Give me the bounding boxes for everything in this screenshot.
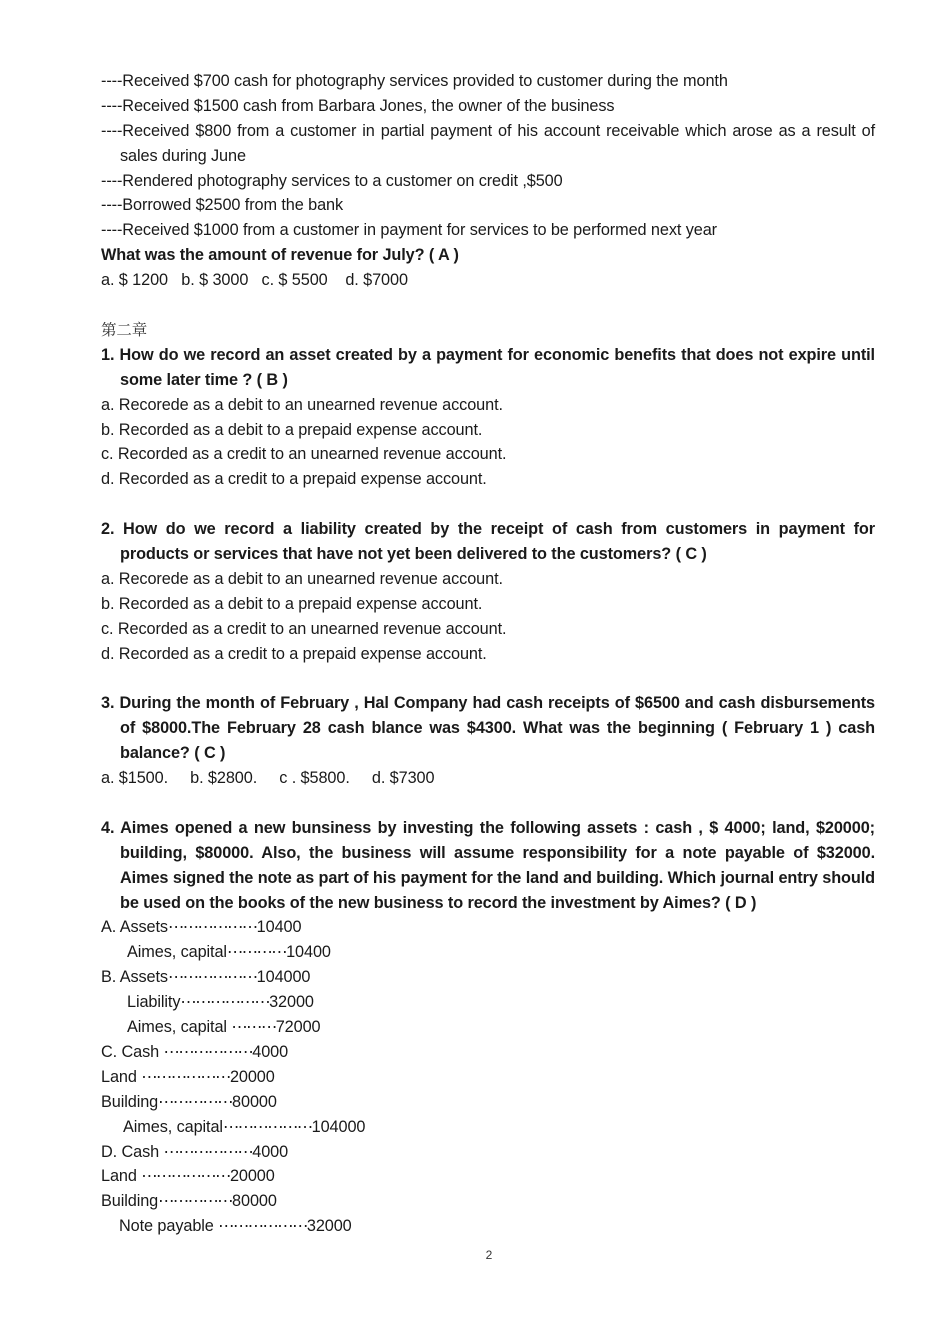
page-number: 2 xyxy=(485,1248,493,1262)
leader-dots: ⋯⋯⋯⋯⋯⋯ xyxy=(167,918,257,937)
intro-item: ----Rendered photography services to a customer on credit ,$500 xyxy=(101,171,563,190)
leader-dots: ⋯⋯⋯⋯ xyxy=(226,943,287,962)
question-1-option-a: a. Recorede as a debit to an unearned revenue account. xyxy=(101,395,503,414)
leader-dots: ⋯⋯⋯ xyxy=(231,1018,276,1037)
account-name: Note payable xyxy=(119,1217,219,1236)
amount: 104000 xyxy=(256,968,311,987)
journal-entry-line xyxy=(101,1115,875,1140)
account-name: Aimes, capital xyxy=(123,1117,223,1136)
amount: 32000 xyxy=(269,993,314,1012)
question-2-option-c: c. Recorded as a credit to an unearned revenue account. xyxy=(101,619,507,638)
leader-dots: ⋯⋯⋯⋯⋯⋯ xyxy=(167,968,257,987)
question-3-options: a. $1500. b. $2800. c . $5800. d. $7300 xyxy=(101,769,435,788)
amount: 80000 xyxy=(232,1092,277,1111)
leader-dots: ⋯⋯⋯⋯⋯⋯ xyxy=(222,1117,312,1136)
leader-dots: ⋯⋯⋯⋯⋯ xyxy=(158,1092,233,1111)
journal-entry-line xyxy=(101,990,875,1015)
leader-dots: ⋯⋯⋯⋯⋯ xyxy=(158,1192,233,1211)
intro-item: ----Borrowed $2500 from the bank xyxy=(101,196,344,215)
question-1-option-c: c. Recorded as a credit to an unearned revenue account. xyxy=(101,445,507,464)
account-name: B. Assets xyxy=(101,968,168,987)
chapter-title: 第二章 xyxy=(101,320,148,339)
account-name: Building xyxy=(101,1092,159,1111)
account-name: C. Cash xyxy=(101,1042,164,1061)
amount: 4000 xyxy=(252,1142,289,1161)
amount: 10400 xyxy=(256,918,302,937)
amount: 10400 xyxy=(286,943,331,962)
question-3: 3. During the month of February , Hal Company had cash receipts of $6500 and cash disbursements of $8000.The February 28 cash blance was $4300. What was the beginning ( February 1 ) cash balance? ( C ) xyxy=(101,694,875,763)
account-name: Aimes, capital xyxy=(127,1018,232,1037)
question-2: 2. How do we record a liability created by the receipt of cash from customers in payment for products or services that have not yet been delivered to the customers? ( C ) xyxy=(101,520,875,563)
journal-entry-line xyxy=(101,1065,875,1090)
amount: 104000 xyxy=(311,1117,366,1136)
account-name: Aimes, capital xyxy=(127,943,227,962)
journal-entry-line xyxy=(101,965,875,990)
leader-dots: ⋯⋯⋯⋯⋯⋯ xyxy=(163,1142,253,1161)
leader-dots: ⋯⋯⋯⋯⋯⋯ xyxy=(163,1042,253,1061)
account-name: A. Assets xyxy=(101,918,168,937)
question-2-option-d: d. Recorded as a credit to a prepaid expense account. xyxy=(101,644,487,663)
question-revenue-options: a. $ 1200 b. $ 3000 c. $ 5500 d. $7000 xyxy=(101,271,408,290)
question-1-option-d: d. Recorded as a credit to a prepaid expense account. xyxy=(101,470,487,489)
intro-item: ----Received $800 from a customer in partial payment of his account receivable which arose as a result of sales during June xyxy=(101,121,875,165)
journal-entry-line xyxy=(101,1140,875,1165)
journal-entry-line xyxy=(101,940,875,965)
journal-entry-line xyxy=(101,1214,875,1239)
question-1: 1. How do we record an asset created by a payment for economic benefits that does not expire until some later time ? ( B ) xyxy=(101,345,875,389)
amount: 32000 xyxy=(306,1217,352,1236)
journal-entry-line xyxy=(101,1090,875,1115)
amount: 80000 xyxy=(232,1192,277,1211)
account-name: Building xyxy=(101,1192,159,1211)
intro-item: ----Received $1000 from a customer in payment for services to be performed next year xyxy=(101,221,717,240)
journal-entry-line xyxy=(101,1164,875,1189)
intro-item: ----Received $1500 cash from Barbara Jones, the owner of the business xyxy=(101,96,615,115)
journal-entry-line xyxy=(101,915,875,940)
document-page xyxy=(101,69,875,1239)
amount: 20000 xyxy=(229,1067,275,1086)
question-revenue: What was the amount of revenue for July? ( A ) xyxy=(101,246,459,265)
amount: 20000 xyxy=(229,1167,275,1186)
question-1-option-b: b. Recorded as a debit to a prepaid expense account. xyxy=(101,420,483,439)
question-4: 4. Aimes opened a new bunsiness by investing the following assets : cash , $ 4000; land, $20000; building, $80000. Also, the business will assume responsibility for a note payable of $32000. Aimes signed the note as part of his payment for the land and building. Which journal entry should be used on the books of the new business to record the investment by Aimes? ( D ) xyxy=(101,818,875,912)
account-name: Land xyxy=(101,1167,142,1186)
question-2-option-b: b. Recorded as a debit to a prepaid expense account. xyxy=(101,594,483,613)
amount: 4000 xyxy=(252,1042,289,1061)
question-2-option-a: a. Recorede as a debit to an unearned revenue account. xyxy=(101,569,503,588)
journal-entry-options xyxy=(101,915,875,1239)
account-name: D. Cash xyxy=(101,1142,164,1161)
leader-dots: ⋯⋯⋯⋯⋯⋯ xyxy=(180,993,270,1012)
account-name: Liability xyxy=(127,993,181,1012)
journal-entry-line xyxy=(101,1189,875,1214)
account-name: Land xyxy=(101,1067,142,1086)
journal-entry-line xyxy=(101,1040,875,1065)
leader-dots: ⋯⋯⋯⋯⋯⋯ xyxy=(141,1067,230,1086)
journal-entry-line xyxy=(101,1015,875,1040)
amount: 72000 xyxy=(275,1018,321,1037)
leader-dots: ⋯⋯⋯⋯⋯⋯ xyxy=(141,1167,230,1186)
intro-item: ----Received $700 cash for photography services provided to customer during the month xyxy=(101,72,728,90)
leader-dots: ⋯⋯⋯⋯⋯⋯ xyxy=(218,1217,307,1236)
